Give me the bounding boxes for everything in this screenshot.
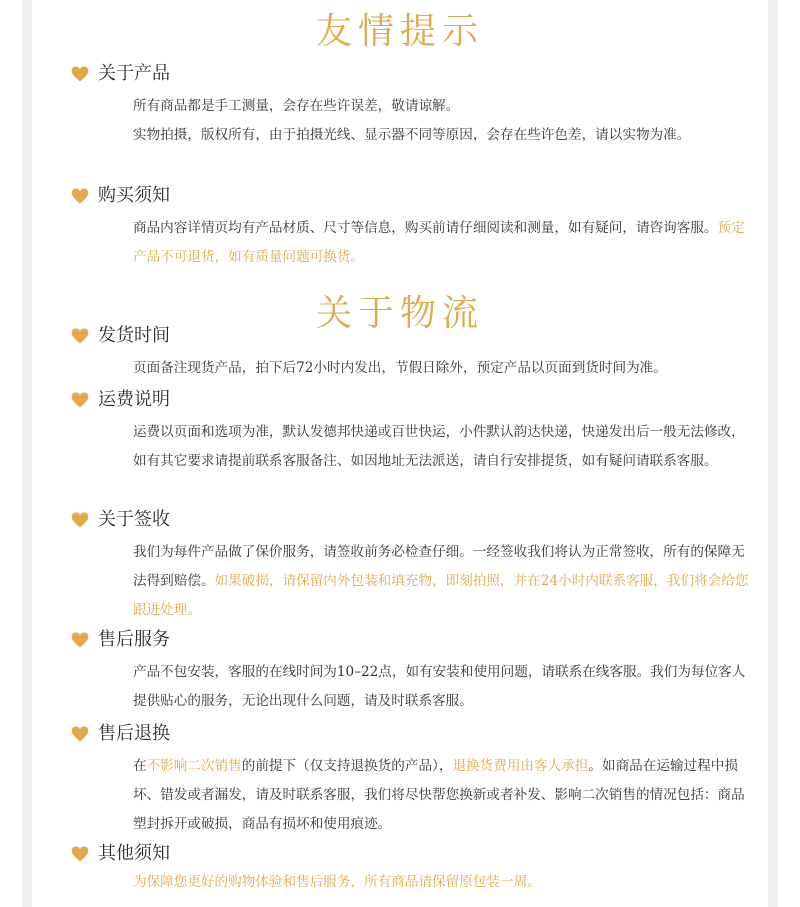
paragraph <box>133 538 753 625</box>
paragraph: 所有商品都是手工测量，会存在些许误差，敬请谅解。 <box>133 98 460 114</box>
text-run: 的前提下（仅支持退换货的产品）， <box>241 758 453 774</box>
heart-icon <box>70 510 90 530</box>
paragraph <box>133 752 753 839</box>
highlight-text: 不影响二次销售 <box>146 758 242 774</box>
section-after-sales-service <box>70 628 770 716</box>
section-title: 售后退换 <box>98 723 170 744</box>
text-run: 商品内容详情页均有产品材质、尺寸等信息，购买前请仔细阅读和测量，如有疑问，请咨询客服。 <box>133 220 718 236</box>
section-title: 关于产品 <box>98 63 170 84</box>
section-title: 其他须知 <box>98 843 170 864</box>
heart-icon <box>70 390 90 410</box>
section-shipping-time <box>70 324 770 383</box>
section-body <box>133 214 753 272</box>
paragraph <box>133 214 753 272</box>
paragraph: 运费以页面和选项为准，默认发德邦快递或百世快运，小件默认韵达快递，快递发出后一般无法修改，如有其它要求请提前联系客服备注、如因地址无法派送，请自行安排提货，如有疑问请联系客服。 <box>133 424 745 469</box>
section-sign-for <box>70 508 770 625</box>
section-title: 售后服务 <box>98 629 170 650</box>
text-run: 我们为每件产品做了保价服务，请签收前务必检查仔细。一经签收我们将认为正常签收，所有的保障无法得到赔偿。 <box>133 544 745 589</box>
heart-icon <box>70 724 90 744</box>
heart-icon <box>70 186 90 206</box>
heading-friendly-tips: 友情提示 <box>315 11 484 52</box>
section-title: 运费说明 <box>98 389 170 410</box>
section-body <box>133 868 753 897</box>
section-body <box>133 658 753 716</box>
paragraph: 产品不包安装，客服的在线时间为10–22点，如有安装和使用问题，请联系在线客服。我们为每位客人提供贴心的服务，无论出现什么问题，请及时联系客服。 <box>133 664 746 709</box>
highlight-paragraph: 为保障您更好的购物体验和售后服务，所有商品请保留原包装一周。 <box>133 874 541 890</box>
section-body <box>133 354 753 383</box>
section-body <box>133 752 753 839</box>
heart-icon <box>70 64 90 84</box>
text-run: 在 <box>133 758 147 774</box>
paragraph: 实物拍摄，版权所有，由于拍摄光线、显示器不同等原因，会存在些许色差，请以实物为准。 <box>133 127 691 143</box>
text-run: 。如商品在运输过程中损坏、错发或者漏发，请及时联系客服，我们将尽快帮您换新或者补发、影响二次销售的情况包括：商品塑封拆开或破损，商品有损坏和使用痕迹。 <box>133 758 745 832</box>
heart-icon <box>70 630 90 650</box>
section-about-product <box>70 62 770 150</box>
heading-about-logistics: 关于物流 <box>315 293 484 334</box>
section-other-notes <box>70 842 770 897</box>
section-title: 发货时间 <box>98 325 170 346</box>
section-freight <box>70 388 770 476</box>
highlight-text: 预定产品不可退货，如有质量问题可换货。 <box>133 220 745 265</box>
section-body <box>133 538 753 625</box>
highlight-text: 退换货费用由客人承担 <box>452 758 589 774</box>
section-body <box>133 418 753 476</box>
left-border-strip <box>22 0 32 907</box>
highlight-text: 如果破损，请保留内外包装和填充物，即刻拍照，并在24小时内联系客服，我们将会给您跟进处理。 <box>133 573 749 618</box>
heart-icon <box>70 326 90 346</box>
section-purchase-notice <box>70 184 770 272</box>
section-title: 购买须知 <box>98 185 170 206</box>
paragraph: 页面备注现货产品，拍下后72小时内发出，节假日除外，预定产品以页面到货时间为准。 <box>133 360 667 376</box>
section-body <box>133 92 753 150</box>
heart-icon <box>70 844 90 864</box>
section-title: 关于签收 <box>98 509 170 530</box>
section-returns <box>70 722 770 839</box>
